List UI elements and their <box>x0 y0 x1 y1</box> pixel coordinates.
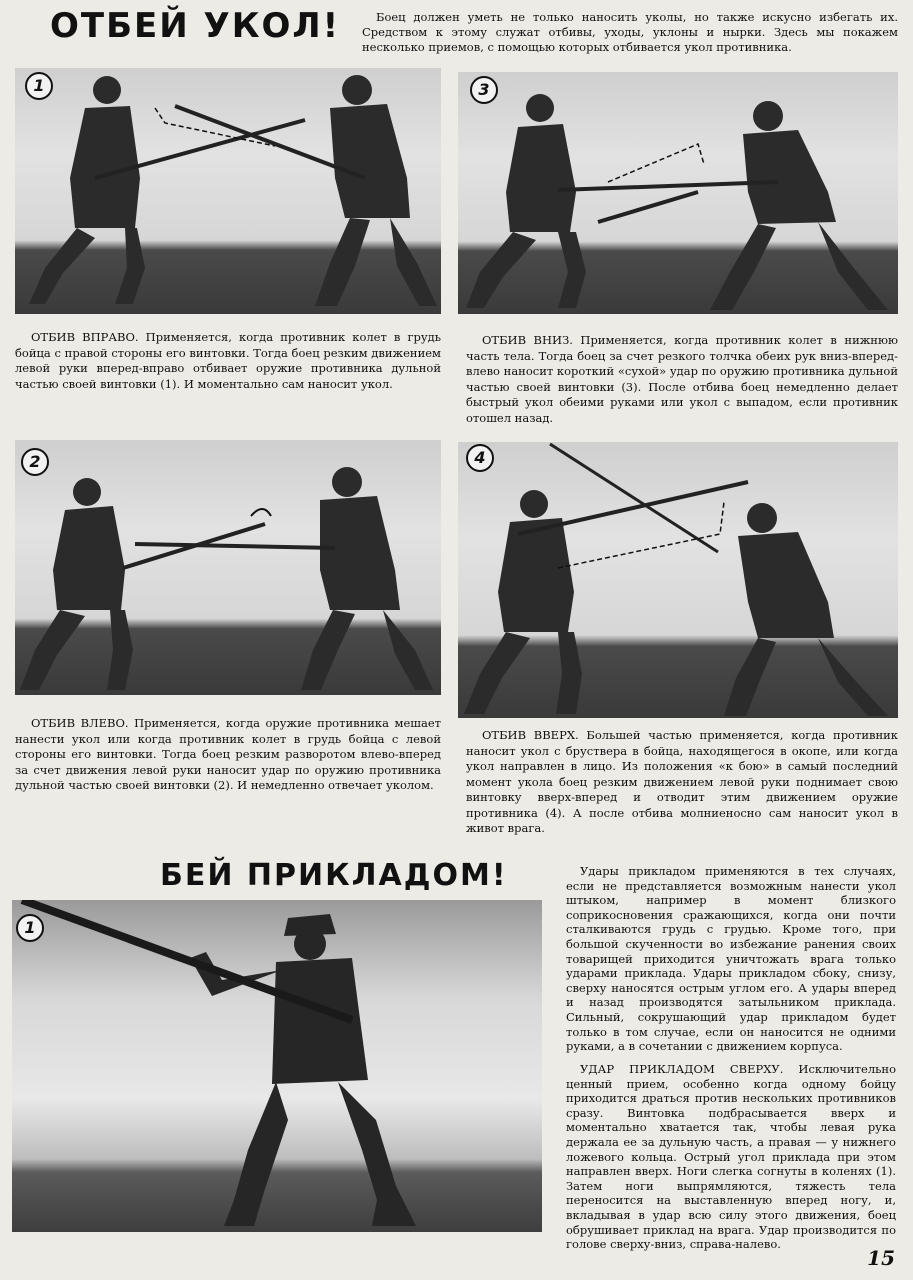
caption-parry-down: ОТБИВ ВНИЗ. Применяется, когда противник колет в нижнюю часть тела. Тогда боец за счет резкого толчка обеих рук вниз-вперед-влево наносит короткий «сухой» удар по оружию противника дульной частью своей винтовки (3). После отбива боец немедленно делает быстрый укол обеими руками или укол с выпадом, если противник отошел назад. <box>466 333 898 425</box>
step-number-badge: 1 <box>25 72 53 100</box>
photo-parry-up <box>458 442 898 718</box>
photo-parry-down <box>458 72 898 314</box>
section-title: БЕЙ ПРИКЛАДОМ! <box>160 858 508 893</box>
photo-parry-right <box>15 68 441 314</box>
butt-strike-paragraph: УДАР ПРИКЛАДОМ СВЕРХУ. Исключительно ценный прием, особенно когда одному бойцу приходится драться против нескольких противников сразу. Винтовка подбрасывается вверх и моментально хватается так, чтобы левая рука держала ее за дульную часть, а правая — у нижнего ложевого кольца. Острый угол приклада при этом направлен вверх. Ноги слегка согнуты в коленях (1). Затем ноги выпрямляются, тяжесть тела переносится на выставленную вперед ногу, и, вкладывая в удар всю силу этого движения, боец обрушивает приклад на врага. Удар производится по голове сверху-вниз, справа-налево. <box>566 1062 896 1252</box>
photo-butt-strike <box>12 900 542 1232</box>
fighters-illustration <box>458 442 898 718</box>
page-title: ОТБЕЙ УКОЛ! <box>50 6 341 46</box>
fighters-illustration <box>15 68 441 314</box>
caption-parry-right: ОТБИВ ВПРАВО. Применяется, когда противник колет в грудь бойца с правой стороны его винтовки. Тогда боец резким движением левой руки вперед-вправо отбивает оружие противника дульной частью своей винтовки (1). И моментально сам наносит укол. <box>15 330 441 391</box>
photo-parry-left <box>15 440 441 695</box>
page-number: 15 <box>867 1246 895 1270</box>
butt-intro-paragraph: Удары прикладом применяются в тех случаях, если не представляется возможным нанести укол штыком, например в момент близкого соприкосновения сражающихся, когда они почти сталкиваются грудь с грудью. Кроме того, при большой скученности во избежание ранения своих товарищей приходится уничтожать врага только ударами приклада. Удары прикладом сбоку, снизу, сверху наносятся острым углом его. А удары вперед и назад производятся затыльником приклада. Сильный, сокрушающий удар прикладом будет только в том случае, если он наносится не одними руками, а в сочетании с движением корпуса. <box>566 864 896 1054</box>
fighters-illustration <box>458 72 898 314</box>
fighters-illustration <box>15 440 441 695</box>
step-number-badge: 3 <box>470 76 498 104</box>
soldier-illustration <box>12 900 542 1232</box>
step-number-badge: 4 <box>466 444 494 472</box>
intro-paragraph: Боец должен уметь не только наносить уколы, но также искусно избегать их. Средством к этому служат отбивы, уходы, уклоны и нырки. Здесь мы покажем несколько приемов, с помощью которых отбивается укол противника. <box>362 10 898 54</box>
caption-parry-left: ОТБИВ ВЛЕВО. Применяется, когда оружие противника мешает нанести укол или когда противник колет в грудь бойца с левой стороны его винтовки. Тогда боец резким разворотом влево-вперед за счет движения левой руки наносит удар по оружию противника дульной частью своей винтовки (2). И немедленно отвечает уколом. <box>15 716 441 792</box>
caption-parry-up: ОТБИВ ВВЕРХ. Большей частью применяется, когда противник наносит укол с бруствера в бойца, находящегося в окопе, или когда укол направлен в лицо. Из положения «к бою» в самый последний момент укола боец резким движением левой руки поднимает свою винтовку вверх-вперед и отводит этим движением оружие противника (4). А после отбива молниеносно сам наносит укол в живот врага. <box>466 728 898 835</box>
step-number-badge: 1 <box>16 914 44 942</box>
step-number-badge: 2 <box>21 448 49 476</box>
